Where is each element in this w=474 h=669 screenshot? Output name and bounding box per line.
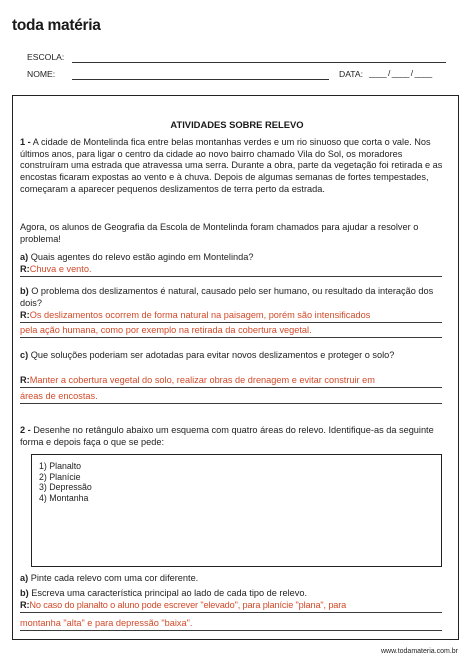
q1c-answer-2: áreas de encostas. (20, 391, 98, 401)
school-label: ESCOLA: (27, 52, 65, 62)
q1-paragraph-2: Agora, os alunos de Geografia da Escola de Montelinda foram chamados para ajudar a resolver o problema! (20, 222, 419, 244)
q1c-answer-row-1 (20, 375, 442, 387)
footer-url: www.todamateria.com.br (380, 648, 458, 655)
q1a-answer-line (20, 276, 442, 277)
q2b-answer-line-2 (20, 630, 442, 631)
q2b-text: Escreva uma característica principal ao lado de cada tipo de relevo. (31, 588, 308, 598)
q2-text: Desenhe no retângulo abaixo um esquema com quatro áreas do relevo. Identifique-as da seguinte forma e depois faça o que se pede: (20, 425, 434, 447)
q1b-r-label: R: (20, 310, 30, 320)
q2a-text: Pinte cada relevo com uma cor diferente. (30, 573, 199, 583)
q1c-answer-line-2 (20, 403, 442, 404)
q1c-label: c) (20, 350, 29, 360)
q1a-answer-row (20, 264, 442, 276)
q1b-text: O problema dos deslizamentos é natural, causado pelo ser humano, ou resultado da interação dos dois? (20, 286, 434, 308)
q1-number: 1 - (20, 137, 31, 147)
q1c-r-label: R: (20, 375, 30, 385)
q1c-answer-row-2 (20, 391, 442, 403)
q2b-answer-row-1 (20, 600, 442, 612)
box-item-montanha: 4) Montanha (39, 492, 89, 503)
box-item-planicie: 2) Planície (39, 471, 81, 482)
q2b-answer-row-2 (20, 618, 442, 630)
q1a-question (20, 252, 452, 264)
q1a-r-label: R: (20, 264, 30, 274)
q2-paragraph (20, 425, 452, 448)
q1c-question (20, 350, 452, 362)
q2b-question (20, 588, 452, 600)
logo: toda matéria (12, 17, 101, 34)
q1b-question (20, 286, 452, 309)
school-line (72, 62, 446, 63)
q1c-answer-1: Manter a cobertura vegetal do solo, realizar obras de drenagem e evitar construir em (29, 375, 375, 385)
box-item-depressao: 3) Depressão (39, 482, 92, 492)
q2-number: 2 - (20, 425, 31, 435)
date-blanks: ____ / ____ / ____ (369, 68, 432, 78)
q1b-label: b) (20, 286, 29, 296)
box-item-planalto: 1) Planalto (39, 461, 82, 471)
q2a-label: a) (20, 573, 29, 583)
drawing-box[interactable] (31, 454, 442, 567)
name-line (72, 79, 329, 80)
q1b-answer-2: pela ação humana, como por exemplo na retirada da cobertura vegetal. (20, 325, 312, 335)
q1b-answer-1: Os deslizamentos ocorrem de forma natural na paisagem, porém são intensificados (29, 310, 371, 320)
q1b-answer-line-1 (20, 322, 442, 323)
q1-text: A cidade de Montelinda fica entre belas montanhas verdes e um rio sinuoso que corta o vale. Nos últimos anos, para ligar o centro da cidade ao novo bairro chamado Vila do Sol, os moradores construíram uma estrada que atravessa uma serra. Durante a obra, parte da vegetação foi retirada e as encostas ficaram expostas ao vento e à chuva. Depois de algumas semanas de fortes tempestades, começaram a aparecer pequenos deslizamentos de terra perto da estrada. (20, 137, 443, 194)
q1b-answer-row-1 (20, 310, 442, 322)
q1c-text: Que soluções poderiam ser adotadas para evitar novos deslizamentos e proteger o solo? (30, 350, 395, 360)
page-title: ATIVIDADES SOBRE RELEVO (170, 119, 304, 130)
q2b-label: b) (20, 588, 29, 598)
q2b-answer-2: montanha "alta" e para depressão "baixa". (20, 618, 193, 628)
q1a-label: a) (20, 252, 29, 262)
q2a-question (20, 573, 452, 585)
q2b-answer-1: No caso do planalto o aluno pode escrever "elevado", para planície "plana", para (29, 600, 347, 610)
q1b-answer-row-2 (20, 325, 442, 337)
q1a-answer: Chuva e vento. (29, 264, 92, 274)
date-label: DATA: (339, 69, 364, 79)
q1-paragraph (20, 137, 452, 196)
q1b-answer-line-2 (20, 337, 442, 338)
q2b-r-label: R: (20, 600, 30, 610)
q2b-answer-line-1 (20, 612, 442, 613)
q1c-answer-line-1 (20, 387, 442, 388)
q1a-text: Quais agentes do relevo estão agindo em Montelinda? (30, 252, 254, 262)
name-label: NOME: (27, 69, 56, 79)
